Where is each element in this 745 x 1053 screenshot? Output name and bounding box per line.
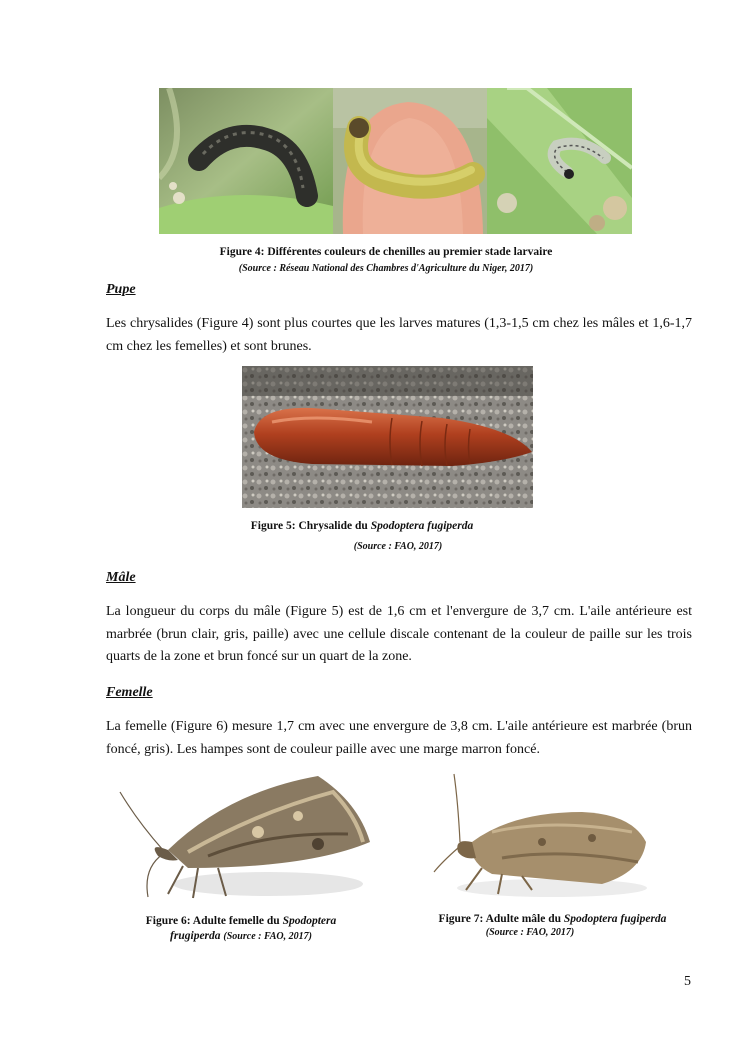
figure-7-caption-prefix: Figure 7: Adulte mâle du (438, 913, 564, 925)
figure-5-caption-prefix: Figure 5: Chrysalide du (250, 520, 371, 532)
pupa-photo (242, 366, 533, 508)
figure-5-source: (Source : FAO, 2017) (353, 541, 443, 552)
figure-7-species: Spodoptera fugiperda (563, 913, 667, 925)
section-heading-pupe: Pupe (106, 282, 136, 297)
figure-6-source: (Source : FAO, 2017) (223, 931, 312, 942)
figure-6-caption-prefix: Figure 6: Adulte femelle du (145, 915, 283, 927)
pupe-paragraph: Les chrysalides (Figure 4) sont plus courtes que les larves matures (1,3-1,5 cm chez les mâles et 1,6-1,7 cm chez les femelles) et sont brunes. (106, 316, 692, 354)
caterpillar-photo-dark (159, 88, 333, 234)
page-number: 5 (684, 974, 691, 989)
femelle-paragraph: La femelle (Figure 6) mesure 1,7 cm avec une envergure de 3,8 cm. L'aile antérieure est marbrée (brun foncé, gris). Les hampes sont de couleur paille avec une marge marron foncé. (106, 719, 692, 757)
section-heading-male: Mâle (106, 570, 136, 585)
caterpillar-photo-finger (333, 88, 487, 234)
section-heading-femelle: Femelle (106, 685, 153, 700)
caterpillar-photo-green (487, 88, 632, 234)
female-moth-photo (108, 772, 373, 907)
figure-6-caption (121, 914, 361, 944)
figure-4-caption: Figure 4: Différentes couleurs de chenilles au premier stade larvaire (219, 246, 553, 258)
figure-6-species-line1: Spodoptera (282, 915, 337, 927)
male-moth-photo (402, 772, 677, 907)
figure-7-caption (400, 913, 705, 925)
figure-6-species-line2: frugiperda (170, 930, 221, 942)
figure-4-source: (Source : Réseau National des Chambres d'Agriculture du Niger, 2017) (238, 263, 534, 274)
male-paragraph: La longueur du corps du mâle (Figure 5) est de 1,6 cm et l'envergure de 3,7 cm. L'aile antérieure est marbrée (brun clair, gris, paille) avec une cellule discale contenant de la couleur de paille sur les trois quarts de la zone et brun foncé sur un quart de la zone. (106, 604, 692, 664)
figure-5-species: Spodoptera fugiperda (370, 520, 474, 532)
figure-5-caption (150, 520, 574, 532)
figure-7-source: (Source : FAO, 2017) (485, 927, 575, 938)
